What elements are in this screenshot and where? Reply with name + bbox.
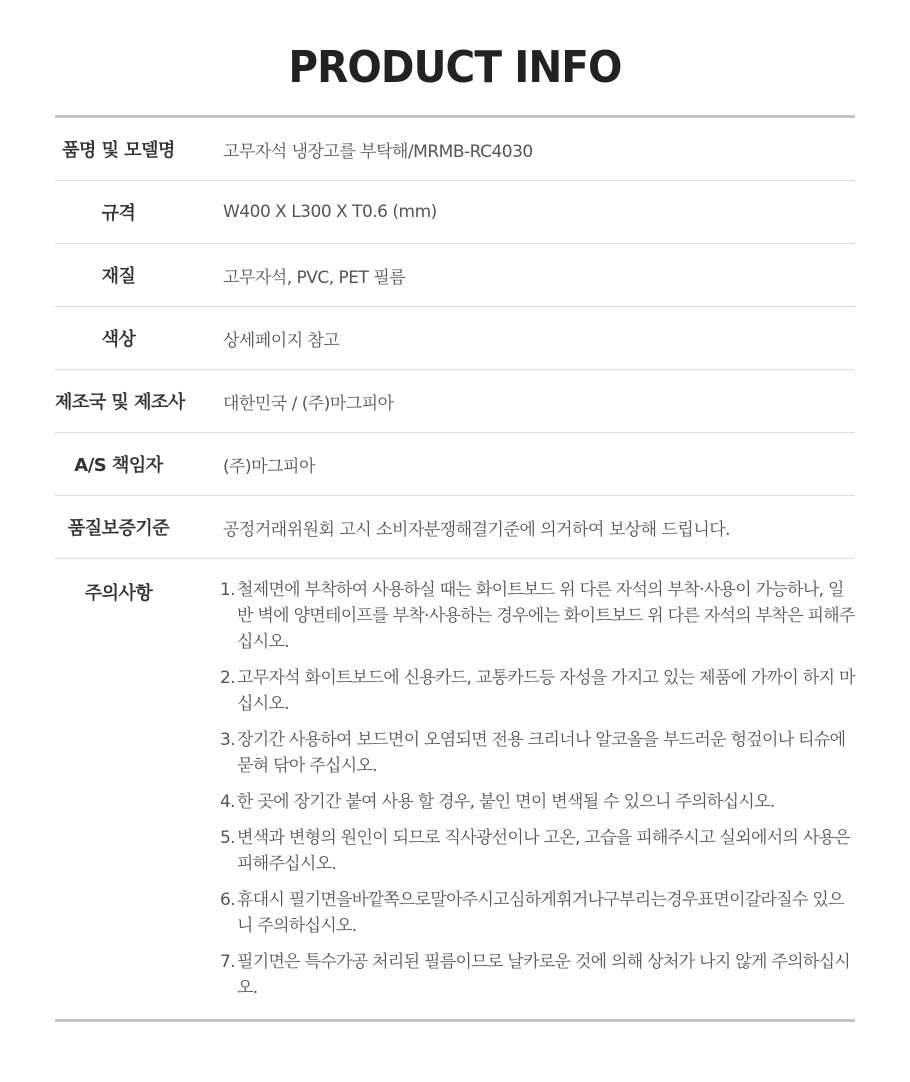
page-title: PRODUCT INFO xyxy=(288,42,622,93)
table-row-manufacturer xyxy=(55,370,855,433)
list-item-text: 고무자석 화이트보드에 신용카드, 교통카드등 자성을 가지고 있는 제품에 가까이 하지 마십시오. xyxy=(237,668,855,714)
list-item-text: 철제면에 부착하여 사용하실 때는 화이트보드 위 다른 자석의 부착·사용이 가능하나, 일반 벽에 양면테이프를 부착·사용하는 경우에는 화이트보드 위 다른 자석의 부착은 피해주십시오. xyxy=(237,580,855,652)
list-item xyxy=(220,789,855,815)
table-row-material xyxy=(55,244,855,307)
row-label: 색상 xyxy=(101,329,136,350)
row-value: 고무자석, PVC, PET 필름 xyxy=(223,267,406,288)
list-item-number: 5. xyxy=(220,828,235,848)
list-item-text: 한 곳에 장기간 붙여 사용 할 경우, 붙인 면이 변색될 수 있으니 주의하십시오. xyxy=(237,792,775,812)
list-item-number: 6. xyxy=(220,890,235,910)
list-item xyxy=(220,949,855,1001)
table-row-cautions xyxy=(55,559,855,1019)
list-item-number: 7. xyxy=(220,952,235,972)
row-label: 제조국 및 제조사 xyxy=(55,392,185,413)
list-item-text: 필기면은 특수가공 처리된 필름이므로 날카로운 것에 의해 상처가 나지 않게 주의하십시오. xyxy=(237,952,851,998)
list-item xyxy=(220,727,855,779)
row-value: 고무자석 냉장고를 부탁해/MRMB-RC4030 xyxy=(223,141,533,162)
row-label: A/S 책임자 xyxy=(74,455,163,476)
list-item xyxy=(220,577,855,655)
table-row-as-manager xyxy=(55,433,855,496)
table-row-model xyxy=(55,118,855,181)
list-item-number: 2. xyxy=(220,668,235,688)
row-label: 품질보증기준 xyxy=(67,518,170,539)
table-row-warranty xyxy=(55,496,855,559)
row-label: 주의사항 xyxy=(84,583,153,604)
row-value: W400 X L300 X T0.6 (mm) xyxy=(223,202,437,222)
row-value: 공정거래위원회 고시 소비자분쟁해결기준에 의거하여 보상해 드립니다. xyxy=(223,519,731,540)
table-row-color xyxy=(55,307,855,370)
list-item-text: 변색과 변형의 원인이 되므로 직사광선이나 고온, 고습을 피해주시고 실외에서의 사용은 피해주십시오. xyxy=(237,828,851,874)
caution-list xyxy=(220,577,855,1001)
list-item-text: 휴대시 필기면을바깥쪽으로말아주시고심하게휘거나구부리는경우표면이갈라질수 있으니 주의하십시오. xyxy=(237,890,844,936)
list-item xyxy=(220,887,855,939)
row-value: (주)마그피아 xyxy=(223,456,315,477)
list-item xyxy=(220,665,855,717)
list-item-number: 3. xyxy=(220,730,235,750)
list-item xyxy=(220,825,855,877)
list-item-number: 4. xyxy=(220,792,235,812)
product-info-table xyxy=(55,115,855,1022)
row-value: 상세페이지 참고 xyxy=(223,330,340,351)
list-item-number: 1. xyxy=(220,580,235,600)
row-label: 품명 및 모델명 xyxy=(62,140,175,161)
row-label: 재질 xyxy=(101,266,136,287)
row-value: 대한민국 / (주)마그피아 xyxy=(223,393,394,414)
row-label: 규격 xyxy=(101,203,136,224)
table-row-size xyxy=(55,181,855,244)
list-item-text: 장기간 사용하여 보드면이 오염되면 전용 크리너나 알코올을 부드러운 헝겊이나 티슈에 묻혀 닦아 주십시오. xyxy=(237,730,846,776)
